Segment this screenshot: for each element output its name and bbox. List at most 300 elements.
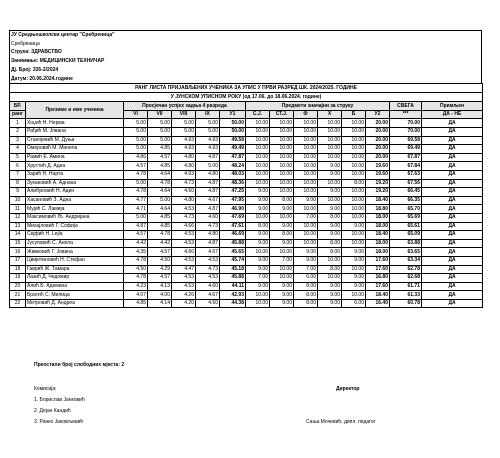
table-cell: 8.00 — [318, 265, 342, 274]
table-cell: 4.80 — [172, 196, 196, 205]
table-cell: 4.87 — [196, 153, 220, 162]
table-cell: 4.26 — [172, 291, 196, 300]
table-cell: 9.00 — [246, 188, 270, 197]
table-cell: 4.23 — [124, 282, 148, 291]
table-cell: 10.00 — [246, 179, 270, 188]
table-cell: 10.00 — [270, 265, 294, 274]
table-cell: Гаврић Ж. Тамара — [26, 265, 124, 274]
table-cell: 4.35 — [124, 248, 148, 257]
col-yesno: ДА - НЕ — [422, 110, 483, 119]
table-cell: 8.00 — [246, 222, 270, 231]
table-cell: 4.87 — [124, 222, 148, 231]
table-cell: 18.40 — [366, 196, 390, 205]
table-cell: 10.00 — [246, 145, 270, 154]
table-cell: 8 — [10, 179, 26, 188]
table-cell: 18.80 — [366, 205, 390, 214]
table-cell: 65.61 — [390, 222, 422, 231]
table-cell: 9.00 — [318, 282, 342, 291]
school-header — [9, 30, 482, 83]
table-cell: 4.13 — [148, 282, 172, 291]
table-cell: 10.00 — [270, 128, 294, 137]
table-cell: 4.42 — [148, 239, 172, 248]
table-cell: 9.00 — [294, 248, 318, 257]
table-cell: 4 — [10, 145, 26, 154]
table-cell: 3 — [10, 136, 26, 145]
document-date: Датум: 20.06.2024.године — [11, 75, 73, 82]
table-cell: ДА — [422, 274, 483, 283]
table-cell: 7 — [10, 170, 26, 179]
table-cell: 9.00 — [246, 239, 270, 248]
col-name: Презиме и име ученика — [26, 102, 124, 119]
table-cell: 14 — [10, 231, 26, 240]
table-cell: 5.00 — [124, 119, 148, 128]
table-cell: Живковић Г. Јована — [26, 248, 124, 257]
table-cell: 4.85 — [124, 299, 148, 308]
table-cell: 9 — [10, 188, 26, 197]
table-cell: 8.00 — [270, 196, 294, 205]
table-cell: 4.78 — [124, 274, 148, 283]
rank-table — [9, 83, 483, 308]
table-cell: 69.49 — [390, 145, 422, 154]
table-cell: 50.00 — [220, 119, 246, 128]
col-group-subjects: Предмети значајни за струку — [246, 102, 390, 111]
col-group-success: Просјечан успјех задња 4 разреда — [124, 102, 246, 111]
table-cell: 10.00 — [342, 291, 366, 300]
table-cell: 4.53 — [172, 274, 196, 283]
table-cell: 9.00 — [318, 231, 342, 240]
table-cell: 67.63 — [390, 170, 422, 179]
table-cell: 45.65 — [220, 248, 246, 257]
table-cell: 10.00 — [342, 205, 366, 214]
table-cell: 6 — [10, 162, 26, 171]
col-vi: VI — [124, 110, 148, 119]
table-cell: 9.00 — [270, 205, 294, 214]
table-cell: 45.18 — [220, 265, 246, 274]
table-cell: 10.00 — [318, 196, 342, 205]
table-cell: 1 — [10, 119, 26, 128]
table-row — [10, 291, 483, 300]
table-cell: 4.57 — [148, 274, 172, 283]
table-cell: 16.40 — [366, 299, 390, 308]
col-vii: VII — [148, 110, 172, 119]
table-cell: 18.00 — [366, 213, 390, 222]
col-total: СВЕГА — [390, 102, 422, 111]
table-cell: 10 — [10, 196, 26, 205]
table-cell: 9.00 — [246, 205, 270, 214]
table-cell: 47.95 — [220, 196, 246, 205]
col-rank: БР. — [10, 102, 26, 111]
table-row — [10, 222, 483, 231]
table-cell: 20.00 — [366, 128, 390, 137]
table-cell: 4.60 — [172, 248, 196, 257]
table-cell: 5.00 — [196, 162, 220, 171]
table-cell: 10.00 — [318, 274, 342, 283]
table-cell: 10.00 — [318, 179, 342, 188]
table-cell: 20.00 — [366, 145, 390, 154]
table-cell: 10.00 — [270, 136, 294, 145]
table-cell: 4.78 — [148, 231, 172, 240]
table-cell: 10.00 — [294, 128, 318, 137]
table-cell: 16 — [10, 248, 26, 257]
table-cell: 9.00 — [318, 170, 342, 179]
table-cell: Михајловић Г. Софија — [26, 222, 124, 231]
table-cell: 10.00 — [342, 265, 366, 274]
table-cell: 5.00 — [172, 128, 196, 137]
table-cell: 45.88 — [220, 274, 246, 283]
table-cell: 48.03 — [220, 170, 246, 179]
table-cell: ДА — [422, 170, 483, 179]
table-cell: 4.14 — [148, 299, 172, 308]
table-cell: 10.00 — [270, 170, 294, 179]
table-cell: 47.69 — [220, 213, 246, 222]
table-cell: 9.00 — [270, 291, 294, 300]
table-cell: 10.00 — [246, 170, 270, 179]
document-number: Дј. Број: 335-2/2024 — [11, 66, 59, 73]
table-cell: 10.00 — [270, 119, 294, 128]
col-f: Ф — [294, 110, 318, 119]
table-cell: 67.84 — [390, 162, 422, 171]
table-cell: 9.00 — [294, 256, 318, 265]
table-row — [10, 162, 483, 171]
table-cell: 12 — [10, 213, 26, 222]
table-cell: 18.40 — [366, 291, 390, 300]
table-cell: 8.00 — [270, 231, 294, 240]
table-cell: 4.85 — [148, 213, 172, 222]
table-cell: 50.00 — [220, 128, 246, 137]
table-cell: 4.80 — [172, 162, 196, 171]
table-cell: 9.00 — [246, 231, 270, 240]
table-cell: 18.00 — [366, 248, 390, 257]
table-cell: 10.00 — [246, 153, 270, 162]
table-cell: 10.00 — [270, 153, 294, 162]
table-cell: 4.87 — [196, 188, 220, 197]
table-cell: 10.00 — [342, 153, 366, 162]
table-cell: ДА — [422, 119, 483, 128]
table-cell: ДА — [422, 239, 483, 248]
table-row — [10, 170, 483, 179]
table-cell: 4.60 — [196, 299, 220, 308]
table-cell: 10.00 — [294, 205, 318, 214]
table-subtitle: У ЈУНСКОМ УПИСНОМ РОКУ (од 17.06. до 18.06.2024. године) — [10, 93, 483, 102]
table-cell: 9.00 — [270, 239, 294, 248]
table-cell: 63.34 — [390, 256, 422, 265]
table-cell: 4.53 — [172, 205, 196, 214]
table-cell: Алибуковић Н. Адин — [26, 188, 124, 197]
table-cell: 10.00 — [342, 136, 366, 145]
table-row — [10, 128, 483, 137]
table-cell: 9.00 — [294, 196, 318, 205]
table-cell: 4.07 — [124, 291, 148, 300]
table-cell: 4.93 — [196, 145, 220, 154]
table-cell: 4.87 — [196, 179, 220, 188]
table-cell: 61.33 — [390, 291, 422, 300]
table-cell: 9.00 — [318, 222, 342, 231]
table-cell: 4.85 — [148, 222, 172, 231]
table-row — [10, 256, 483, 265]
table-cell: Хрустић Д. Адна — [26, 162, 124, 171]
table-cell: ДА — [422, 179, 483, 188]
table-cell: 10.00 — [342, 196, 366, 205]
table-cell: 65.70 — [390, 205, 422, 214]
table-cell: ДА — [422, 256, 483, 265]
table-cell: Рађић М. Јована — [26, 128, 124, 137]
table-cell: 10.00 — [246, 162, 270, 171]
table-cell: 10.00 — [342, 188, 366, 197]
table-cell: 8.00 — [318, 213, 342, 222]
table-cell: 18 — [10, 265, 26, 274]
table-cell: 4.60 — [196, 213, 220, 222]
table-cell: 4.53 — [196, 256, 220, 265]
table-cell: 9.00 — [342, 274, 366, 283]
table-cell: 10.00 — [246, 213, 270, 222]
table-cell: 10.00 — [318, 145, 342, 154]
table-cell: 67.56 — [390, 179, 422, 188]
table-cell: 9.00 — [318, 291, 342, 300]
table-cell: 10.00 — [294, 179, 318, 188]
table-cell: ДА — [422, 136, 483, 145]
table-cell: 21 — [10, 291, 26, 300]
table-cell: 67.87 — [390, 153, 422, 162]
table-cell: Зукановић А. Аднана — [26, 179, 124, 188]
table-row — [10, 119, 483, 128]
table-cell: 47.25 — [220, 188, 246, 197]
table-cell: 47.87 — [220, 153, 246, 162]
table-cell: 4.66 — [172, 222, 196, 231]
table-cell: 16.80 — [366, 274, 390, 283]
table-cell: ДА — [422, 205, 483, 214]
table-cell: 4.77 — [124, 196, 148, 205]
table-cell: Цвијетиновић Н. Стефан — [26, 256, 124, 265]
table-cell: 4.29 — [148, 265, 172, 274]
table-cell: ДА — [422, 213, 483, 222]
table-cell: 4.71 — [124, 205, 148, 214]
table-cell: 4.93 — [172, 170, 196, 179]
table-cell: 4.53 — [172, 282, 196, 291]
col-ix: IX — [196, 110, 220, 119]
table-cell: 4.57 — [124, 231, 148, 240]
col-stj: СТ.Ј. — [270, 110, 294, 119]
table-cell: Братић С. Милица — [26, 291, 124, 300]
table-cell: 9.00 — [342, 248, 366, 257]
table-cell: 10.00 — [270, 248, 294, 257]
director-name: Сања Мочевић, дипл. педагог — [306, 419, 376, 425]
table-cell: 4.20 — [172, 299, 196, 308]
table-cell: 9.00 — [246, 282, 270, 291]
col-viii: VIII — [172, 110, 196, 119]
col-stars: *** — [390, 110, 422, 119]
occupation: Занимање: МЕДИЦИНСКИ ТЕХНИЧАР — [11, 58, 105, 65]
table-cell: 49.58 — [220, 136, 246, 145]
table-cell: 4.80 — [172, 153, 196, 162]
table-cell: 4.87 — [196, 239, 220, 248]
table-cell: Мујић С. Ламија — [26, 205, 124, 214]
table-cell: 17.60 — [366, 282, 390, 291]
table-cell: 4.50 — [148, 256, 172, 265]
table-cell: 10.00 — [294, 188, 318, 197]
field-of-study: Струка: ЗДРАВСТВО — [11, 49, 62, 56]
table-cell: 4.50 — [124, 265, 148, 274]
table-cell: 9.00 — [318, 205, 342, 214]
table-cell: 19.60 — [366, 162, 390, 171]
table-cell: 4.60 — [172, 188, 196, 197]
table-cell: 9.00 — [270, 299, 294, 308]
table-cell: 5.00 — [124, 179, 148, 188]
table-cell: 4.78 — [124, 170, 148, 179]
table-cell: 45.88 — [220, 239, 246, 248]
table-row — [10, 299, 483, 308]
table-cell: 5.00 — [124, 128, 148, 137]
table-body — [10, 119, 483, 308]
director-label: Директор — [336, 386, 360, 392]
table-cell: 4.93 — [172, 145, 196, 154]
col-sj: С.Ј. — [246, 110, 270, 119]
table-cell: 66.45 — [390, 188, 422, 197]
school-name: ЈУ Средњошколски центар "Сребреница" — [11, 32, 115, 38]
table-cell: 17.60 — [366, 265, 390, 274]
table-cell: 10.00 — [270, 213, 294, 222]
table-cell: 4.67 — [196, 291, 220, 300]
table-cell: 4.73 — [196, 222, 220, 231]
table-cell: 10.00 — [318, 128, 342, 137]
commission-label: Комисија: — [34, 386, 57, 392]
table-row — [10, 274, 483, 283]
table-cell: 10.00 — [294, 145, 318, 154]
table-cell: 10.00 — [270, 162, 294, 171]
table-cell: 4.78 — [148, 179, 172, 188]
table-cell: 9.00 — [246, 196, 270, 205]
table-cell: 10.00 — [294, 162, 318, 171]
table-cell: 70.00 — [390, 119, 422, 128]
table-cell: 10.00 — [318, 153, 342, 162]
table-cell: 48.24 — [220, 162, 246, 171]
table-cell: 10.00 — [270, 179, 294, 188]
school-city: Сребреница — [11, 40, 40, 47]
table-cell: 10.00 — [318, 119, 342, 128]
table-cell: 10.00 — [246, 136, 270, 145]
table-cell: 4.53 — [172, 256, 196, 265]
table-cell: 4.64 — [148, 170, 172, 179]
table-cell: 5.00 — [148, 128, 172, 137]
table-cell: ДА — [422, 265, 483, 274]
table-row — [10, 145, 483, 154]
table-cell: 44.11 — [220, 282, 246, 291]
table-cell: 5.00 — [148, 136, 172, 145]
table-cell: 10.00 — [294, 153, 318, 162]
table-cell: 10.00 — [342, 119, 366, 128]
table-cell: 5.00 — [124, 136, 148, 145]
table-cell: 10.00 — [294, 170, 318, 179]
table-cell: 7.00 — [294, 265, 318, 274]
table-cell: 62.78 — [390, 265, 422, 274]
table-cell: 70.00 — [390, 128, 422, 137]
table-cell: 19 — [10, 274, 26, 283]
table-cell: 4.64 — [148, 205, 172, 214]
table-cell: 69.58 — [390, 136, 422, 145]
table-cell: 9.00 — [246, 256, 270, 265]
table-cell: 4.78 — [124, 256, 148, 265]
table-cell: 10.00 — [342, 145, 366, 154]
table-cell: 10.00 — [294, 222, 318, 231]
table-cell: 60.78 — [390, 299, 422, 308]
table-cell: 10.00 — [270, 274, 294, 283]
table-cell: ДА — [422, 299, 483, 308]
table-cell: 9.00 — [318, 188, 342, 197]
table-cell: 7.00 — [294, 213, 318, 222]
table-cell: 9.00 — [246, 265, 270, 274]
table-cell: 4.73 — [172, 213, 196, 222]
table-cell: 20 — [10, 282, 26, 291]
table-cell: 5 — [10, 153, 26, 162]
table-cell: 5.00 — [172, 119, 196, 128]
table-cell: 10.00 — [342, 162, 366, 171]
table-row — [10, 231, 483, 240]
table-cell: 10.00 — [294, 119, 318, 128]
table-cell: 4.85 — [148, 145, 172, 154]
table-cell: 4.85 — [148, 162, 172, 171]
table-cell: 61.71 — [390, 282, 422, 291]
table-cell: Хасановић З. Адна — [26, 196, 124, 205]
table-cell: 8.00 — [294, 282, 318, 291]
col-accepted: Примљен — [422, 102, 483, 111]
table-cell: 4.53 — [172, 231, 196, 240]
table-cell: 19.20 — [366, 179, 390, 188]
table-cell: Алић Б. Адемина — [26, 282, 124, 291]
table-cell: Максимовић Љ. Андријана — [26, 213, 124, 222]
table-cell: 8.00 — [294, 291, 318, 300]
table-cell: 4.73 — [172, 179, 196, 188]
table-cell: ДА — [422, 145, 483, 154]
table-cell: 4.57 — [148, 248, 172, 257]
table-cell: 8.00 — [294, 299, 318, 308]
table-cell: 19.20 — [366, 188, 390, 197]
table-cell: Станојевић М. Дуња — [26, 136, 124, 145]
table-cell: 4.53 — [196, 274, 220, 283]
table-cell: 10.00 — [342, 213, 366, 222]
table-cell: 5.00 — [124, 213, 148, 222]
table-cell: 5.00 — [124, 145, 148, 154]
table-cell: 4.67 — [196, 248, 220, 257]
table-cell: 19.60 — [366, 170, 390, 179]
table-cell: Омеровић М. Минела — [26, 145, 124, 154]
table-cell: 46.69 — [220, 231, 246, 240]
table-cell: 46.90 — [220, 205, 246, 214]
table-cell: 4.57 — [148, 153, 172, 162]
table-cell: 4.73 — [196, 265, 220, 274]
remaining-places: Преостали број слободних мјеста: 2 — [34, 362, 125, 368]
col-rank-sub: ранг — [10, 110, 26, 119]
table-cell: 8.00 — [318, 239, 342, 248]
table-cell: 4.47 — [172, 265, 196, 274]
table-cell: 10.00 — [342, 231, 366, 240]
table-row — [10, 213, 483, 222]
table-cell: 4.00 — [148, 291, 172, 300]
table-cell: 4.57 — [124, 162, 148, 171]
table-cell: ДА — [422, 231, 483, 240]
table-cell: 10.00 — [246, 128, 270, 137]
table-cell: 7.00 — [270, 256, 294, 265]
table-cell: 17 — [10, 256, 26, 265]
table-cell: 4.80 — [196, 170, 220, 179]
table-row — [10, 136, 483, 145]
table-cell: 10.00 — [270, 188, 294, 197]
table-cell: ДА — [422, 282, 483, 291]
table-cell: 10.00 — [342, 128, 366, 137]
table-cell: 65.69 — [390, 213, 422, 222]
table-cell: 2 — [10, 128, 26, 137]
table-cell: 63.88 — [390, 239, 422, 248]
table-cell: 10.00 — [318, 256, 342, 265]
table-row — [10, 265, 483, 274]
